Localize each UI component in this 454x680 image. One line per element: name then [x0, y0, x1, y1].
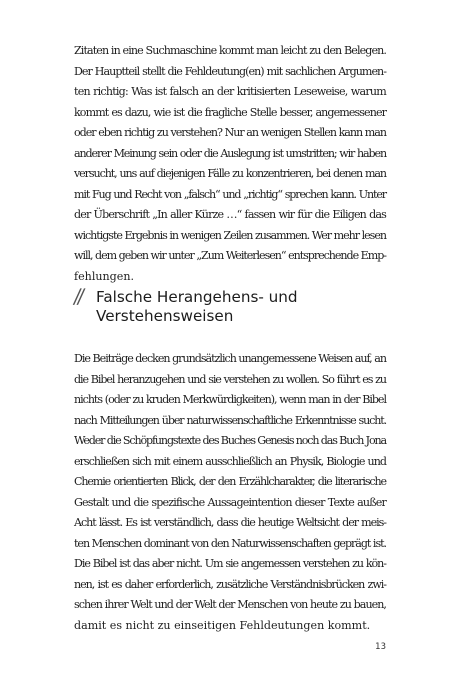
intro-line: der Überschrift „In aller Kürze …“ fassen wir für die Eiligen das [74, 208, 386, 221]
intro-line: fehlungen. [74, 269, 134, 283]
intro-line: Der Hauptteil stellt die Fehldeutung(en) mit sachlichen Argumen- [74, 64, 386, 78]
intro-line: anderer Meinung sein oder die Auslegung ist umstritten; wir haben [74, 146, 386, 160]
intro-line: ten richtig: Was ist falsch an der kritisierten Leseweise, warum [74, 85, 386, 98]
section-marker: // [72, 284, 84, 308]
intro-line: Zitaten in eine Suchmaschine kommt man leicht zu den Belegen. [74, 44, 386, 57]
body-line: damit es nicht zu einseitigen Fehldeutungen kommt. [74, 618, 371, 632]
section-heading-line: Verstehensweisen [96, 307, 234, 325]
body-paragraph [74, 349, 386, 636]
body-line: nichts (oder zu kruden Merkwürdigkeiten), wenn man in der Bibel [74, 393, 386, 406]
intro-line: will, dem geben wir unter „Zum Weiterlesen“ entsprechende Emp- [74, 249, 386, 262]
body-line: ten Menschen dominant von den Naturwissenschaften geprägt ist. [74, 536, 386, 550]
body-line: Acht lässt. Es ist verständlich, dass die heutige Weltsicht der meis- [74, 516, 386, 529]
section-heading-line: Falsche Herangehens- und [96, 288, 298, 306]
body-line: Die Bibel ist das aber nicht. Um sie angemessen verstehen zu kön- [74, 557, 386, 570]
section-heading [96, 288, 396, 326]
body-line: Die Beiträge decken grundsätzlich unangemessene Weisen auf, an [74, 352, 386, 365]
body-line: nen, ist es daher erforderlich, zusätzliche Verständnisbrücken zwi- [74, 577, 386, 591]
page-number: 13 [375, 642, 386, 652]
body-line: erschließen sich mit einem ausschließlich an Physik, Biologie und [74, 454, 386, 468]
body-line: die Bibel heranzugehen und sie verstehen zu wollen. So führt es zu [74, 372, 386, 386]
intro-line: oder eben richtig zu verstehen? Nur an wenigen Stellen kann man [74, 126, 386, 139]
body-line: schen ihrer Welt und der Welt der Menschen von heute zu bauen, [74, 598, 386, 611]
intro-line: versucht, uns auf diejenigen Fälle zu konzentrieren, bei denen man [74, 167, 386, 180]
body-line: nach Mitteilungen über naturwissenschaftliche Erkenntnisse sucht. [74, 413, 386, 427]
body-line: Gestalt und die spezifische Aussageintention dieser Texte außer [74, 495, 386, 509]
body-line: Weder die Schöpfungstexte des Buches Genesis noch das Buch Jona [74, 434, 386, 447]
intro-line: mit Fug und Recht von „falsch“ und „richtig“ sprechen kann. Unter [74, 187, 386, 201]
intro-line: kommt es dazu, wie ist die fragliche Stelle besser, angemessener [74, 105, 386, 119]
body-line: Chemie orientierten Blick, der den Erzählcharakter, die literarische [74, 475, 386, 488]
intro-line: wichtigste Ergebnis in wenigen Zeilen zusammen. Wer mehr lesen [74, 228, 386, 242]
intro-paragraph [74, 41, 386, 287]
